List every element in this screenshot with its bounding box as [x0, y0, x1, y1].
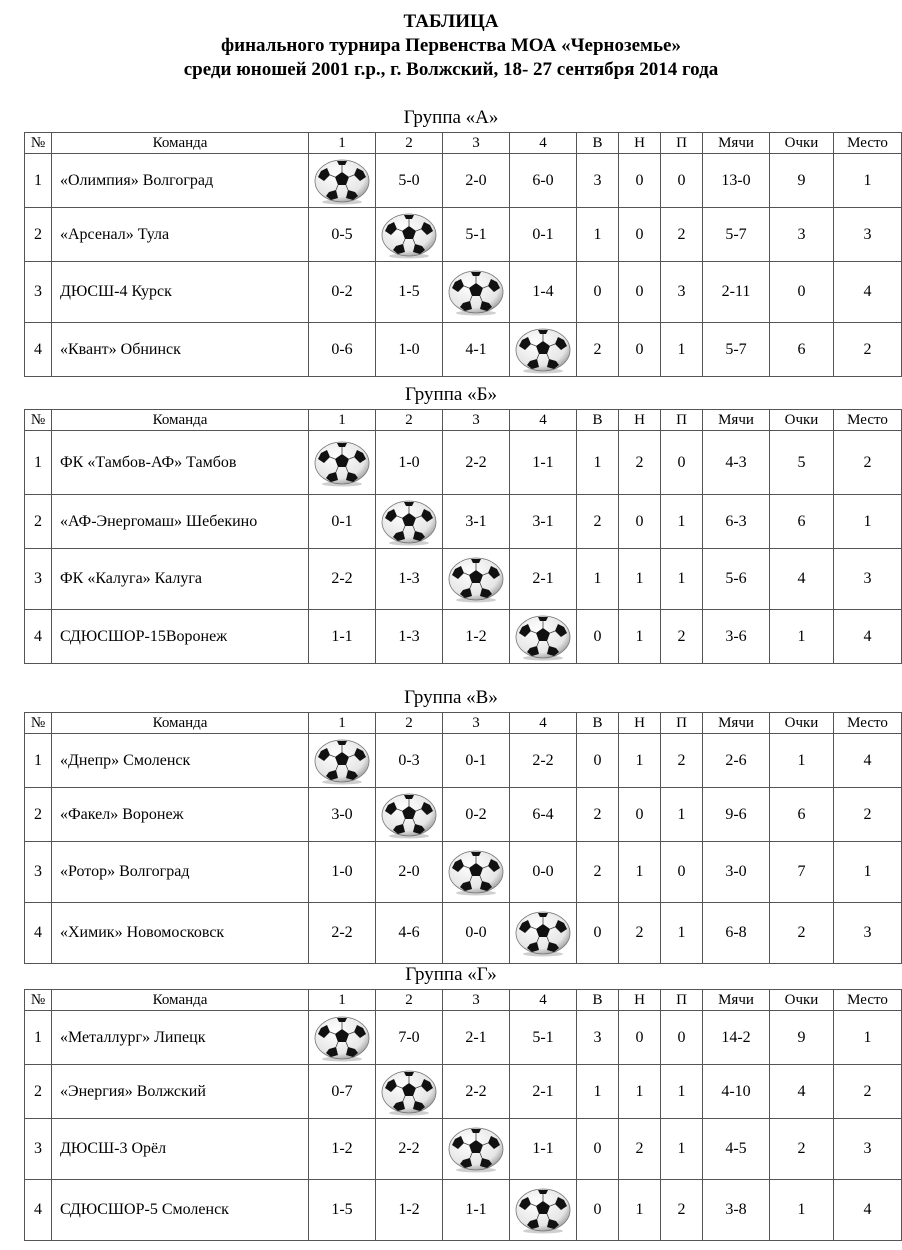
goals-cell: 6-3	[703, 495, 770, 549]
match-result-cell: 5-0	[376, 154, 443, 208]
row-number: 2	[25, 788, 52, 842]
match-result-cell: 6-0	[510, 154, 577, 208]
table-row	[25, 549, 902, 610]
place-cell: 1	[834, 1011, 902, 1065]
group-title: Группа «А»	[403, 107, 499, 128]
draws-cell: 1	[619, 549, 661, 610]
points-cell: 5	[770, 431, 834, 495]
losses-cell: 3	[661, 262, 703, 323]
match-result-cell: 0-1	[510, 208, 577, 262]
wins-cell: 3	[577, 1011, 619, 1065]
match-result-cell: 0-3	[376, 734, 443, 788]
goals-cell: 3-6	[703, 610, 770, 664]
self-match-cell	[510, 1180, 577, 1241]
table-row	[25, 1180, 902, 1241]
column-header: Н	[619, 410, 661, 431]
place-cell: 1	[834, 842, 902, 903]
column-header: Место	[834, 133, 902, 154]
row-number: 1	[25, 1011, 52, 1065]
group-table	[24, 989, 902, 1241]
match-result-cell: 1-0	[309, 842, 376, 903]
match-result-cell: 1-1	[443, 1180, 510, 1241]
match-result-cell: 0-0	[443, 903, 510, 964]
match-result-cell: 2-1	[510, 549, 577, 610]
header-row	[25, 990, 902, 1011]
column-header: Команда	[52, 133, 309, 154]
match-result-cell: 1-2	[309, 1119, 376, 1180]
header-row	[25, 133, 902, 154]
match-result-cell: 2-0	[376, 842, 443, 903]
wins-cell: 2	[577, 495, 619, 549]
group-table	[24, 132, 902, 377]
table-row	[25, 431, 902, 495]
match-result-cell: 0-2	[443, 788, 510, 842]
match-result-cell: 7-0	[376, 1011, 443, 1065]
self-match-cell	[376, 208, 443, 262]
match-result-cell: 0-1	[443, 734, 510, 788]
wins-cell: 1	[577, 549, 619, 610]
self-match-cell	[510, 323, 577, 377]
place-cell: 2	[834, 323, 902, 377]
row-number: 3	[25, 842, 52, 903]
points-cell: 4	[770, 549, 834, 610]
place-cell: 4	[834, 734, 902, 788]
document-title	[0, 0, 902, 84]
column-header: Очки	[770, 133, 834, 154]
match-result-cell: 1-0	[376, 323, 443, 377]
table-row	[25, 903, 902, 964]
self-match-cell	[309, 1011, 376, 1065]
row-number: 2	[25, 1065, 52, 1119]
place-cell: 2	[834, 788, 902, 842]
points-cell: 7	[770, 842, 834, 903]
losses-cell: 0	[661, 842, 703, 903]
row-number: 4	[25, 323, 52, 377]
draws-cell: 0	[619, 788, 661, 842]
self-match-cell	[510, 903, 577, 964]
wins-cell: 2	[577, 323, 619, 377]
soccer-ball-icon	[313, 737, 371, 785]
draws-cell: 0	[619, 208, 661, 262]
row-number: 3	[25, 549, 52, 610]
soccer-ball-icon	[447, 1125, 505, 1173]
row-number: 3	[25, 1119, 52, 1180]
header-row	[25, 410, 902, 431]
column-header: 3	[443, 990, 510, 1011]
soccer-ball-icon	[313, 439, 371, 487]
column-header: П	[661, 410, 703, 431]
losses-cell: 1	[661, 323, 703, 377]
goals-cell: 2-6	[703, 734, 770, 788]
goals-cell: 4-5	[703, 1119, 770, 1180]
losses-cell: 1	[661, 495, 703, 549]
column-header: Мячи	[703, 133, 770, 154]
draws-cell: 0	[619, 323, 661, 377]
points-cell: 1	[770, 734, 834, 788]
team-name: «Энергия» Волжский	[52, 1065, 309, 1119]
wins-cell: 0	[577, 903, 619, 964]
header-row	[25, 713, 902, 734]
draws-cell: 1	[619, 610, 661, 664]
goals-cell: 4-10	[703, 1065, 770, 1119]
soccer-ball-icon	[380, 498, 438, 546]
group-table	[24, 409, 902, 664]
soccer-ball-icon	[380, 1068, 438, 1116]
team-name: «Квант» Обнинск	[52, 323, 309, 377]
column-header: Мячи	[703, 713, 770, 734]
row-number: 1	[25, 154, 52, 208]
table-row	[25, 734, 902, 788]
place-cell: 3	[834, 1119, 902, 1180]
column-header: №	[25, 990, 52, 1011]
soccer-ball-icon	[447, 555, 505, 603]
group-title: Группа «Г»	[405, 964, 497, 985]
match-result-cell: 1-2	[376, 1180, 443, 1241]
match-result-cell: 3-1	[443, 495, 510, 549]
team-name: ФК «Калуга» Калуга	[52, 549, 309, 610]
match-result-cell: 1-3	[376, 549, 443, 610]
column-header: 1	[309, 990, 376, 1011]
team-name: СДЮСШОР-15Воронеж	[52, 610, 309, 664]
column-header: П	[661, 713, 703, 734]
team-name: «Днепр» Смоленск	[52, 734, 309, 788]
match-result-cell: 5-1	[510, 1011, 577, 1065]
draws-cell: 0	[619, 1011, 661, 1065]
wins-cell: 0	[577, 1180, 619, 1241]
row-number: 4	[25, 903, 52, 964]
self-match-cell	[443, 262, 510, 323]
wins-cell: 2	[577, 842, 619, 903]
team-name: СДЮСШОР-5 Смоленск	[52, 1180, 309, 1241]
losses-cell: 1	[661, 1119, 703, 1180]
losses-cell: 2	[661, 208, 703, 262]
place-cell: 1	[834, 495, 902, 549]
match-result-cell: 1-4	[510, 262, 577, 323]
points-cell: 0	[770, 262, 834, 323]
soccer-ball-icon	[447, 848, 505, 896]
match-result-cell: 0-1	[309, 495, 376, 549]
column-header: 2	[376, 713, 443, 734]
team-name: ДЮСШ-4 Курск	[52, 262, 309, 323]
match-result-cell: 1-0	[376, 431, 443, 495]
goals-cell: 3-0	[703, 842, 770, 903]
column-header: Очки	[770, 410, 834, 431]
points-cell: 2	[770, 903, 834, 964]
match-result-cell: 1-2	[443, 610, 510, 664]
place-cell: 2	[834, 431, 902, 495]
match-result-cell: 6-4	[510, 788, 577, 842]
title-line-1: ТАБЛИЦА	[403, 11, 499, 32]
wins-cell: 0	[577, 610, 619, 664]
draws-cell: 1	[619, 842, 661, 903]
column-header: 4	[510, 410, 577, 431]
table-row	[25, 1119, 902, 1180]
column-header: В	[577, 990, 619, 1011]
row-number: 3	[25, 262, 52, 323]
match-result-cell: 2-2	[510, 734, 577, 788]
match-result-cell: 2-2	[309, 549, 376, 610]
draws-cell: 1	[619, 1180, 661, 1241]
column-header: Н	[619, 133, 661, 154]
column-header: Команда	[52, 410, 309, 431]
draws-cell: 2	[619, 1119, 661, 1180]
match-result-cell: 2-2	[376, 1119, 443, 1180]
points-cell: 1	[770, 610, 834, 664]
column-header: 4	[510, 990, 577, 1011]
soccer-ball-icon	[380, 211, 438, 259]
goals-cell: 5-7	[703, 208, 770, 262]
losses-cell: 2	[661, 734, 703, 788]
points-cell: 4	[770, 1065, 834, 1119]
soccer-ball-icon	[447, 268, 505, 316]
goals-cell: 4-3	[703, 431, 770, 495]
goals-cell: 14-2	[703, 1011, 770, 1065]
column-header: 3	[443, 713, 510, 734]
points-cell: 2	[770, 1119, 834, 1180]
self-match-cell	[376, 1065, 443, 1119]
match-result-cell: 3-1	[510, 495, 577, 549]
match-result-cell: 1-5	[376, 262, 443, 323]
draws-cell: 1	[619, 734, 661, 788]
table-row	[25, 1065, 902, 1119]
match-result-cell: 1-1	[510, 1119, 577, 1180]
table-row	[25, 842, 902, 903]
match-result-cell: 2-2	[443, 431, 510, 495]
table-row	[25, 262, 902, 323]
row-number: 1	[25, 431, 52, 495]
column-header: 3	[443, 410, 510, 431]
match-result-cell: 2-2	[309, 903, 376, 964]
match-result-cell: 0-0	[510, 842, 577, 903]
column-header: 4	[510, 713, 577, 734]
losses-cell: 2	[661, 1180, 703, 1241]
team-name: «Факел» Воронеж	[52, 788, 309, 842]
column-header: Место	[834, 713, 902, 734]
losses-cell: 1	[661, 788, 703, 842]
draws-cell: 0	[619, 154, 661, 208]
wins-cell: 1	[577, 1065, 619, 1119]
points-cell: 6	[770, 323, 834, 377]
match-result-cell: 5-1	[443, 208, 510, 262]
team-name: «Олимпия» Волгоград	[52, 154, 309, 208]
soccer-ball-icon	[514, 1186, 572, 1234]
wins-cell: 1	[577, 431, 619, 495]
self-match-cell	[309, 154, 376, 208]
column-header: №	[25, 713, 52, 734]
goals-cell: 13-0	[703, 154, 770, 208]
column-header: Н	[619, 990, 661, 1011]
wins-cell: 1	[577, 208, 619, 262]
goals-cell: 6-8	[703, 903, 770, 964]
row-number: 2	[25, 208, 52, 262]
place-cell: 3	[834, 903, 902, 964]
team-name: «Химик» Новомосковск	[52, 903, 309, 964]
points-cell: 9	[770, 154, 834, 208]
draws-cell: 1	[619, 1065, 661, 1119]
losses-cell: 0	[661, 154, 703, 208]
group-table	[24, 712, 902, 964]
place-cell: 3	[834, 208, 902, 262]
points-cell: 1	[770, 1180, 834, 1241]
column-header: В	[577, 713, 619, 734]
wins-cell: 0	[577, 1119, 619, 1180]
goals-cell: 3-8	[703, 1180, 770, 1241]
column-header: 1	[309, 713, 376, 734]
soccer-ball-icon	[514, 909, 572, 957]
match-result-cell: 0-5	[309, 208, 376, 262]
column-header: Команда	[52, 990, 309, 1011]
column-header: 1	[309, 133, 376, 154]
goals-cell: 5-7	[703, 323, 770, 377]
wins-cell: 0	[577, 262, 619, 323]
column-header: П	[661, 133, 703, 154]
column-header: 3	[443, 133, 510, 154]
losses-cell: 1	[661, 1065, 703, 1119]
self-match-cell	[376, 495, 443, 549]
soccer-ball-icon	[313, 1014, 371, 1062]
column-header: 2	[376, 990, 443, 1011]
table-row	[25, 495, 902, 549]
draws-cell: 2	[619, 431, 661, 495]
row-number: 2	[25, 495, 52, 549]
column-header: П	[661, 990, 703, 1011]
column-header: Место	[834, 410, 902, 431]
place-cell: 3	[834, 549, 902, 610]
column-header: Место	[834, 990, 902, 1011]
column-header: Очки	[770, 713, 834, 734]
column-header: 1	[309, 410, 376, 431]
table-row	[25, 208, 902, 262]
team-name: «Арсенал» Тула	[52, 208, 309, 262]
column-header: Мячи	[703, 990, 770, 1011]
draws-cell: 0	[619, 262, 661, 323]
column-header: Команда	[52, 713, 309, 734]
losses-cell: 0	[661, 431, 703, 495]
self-match-cell	[443, 549, 510, 610]
match-result-cell: 0-2	[309, 262, 376, 323]
team-name: «АФ-Энергомаш» Шебекино	[52, 495, 309, 549]
column-header: Мячи	[703, 410, 770, 431]
column-header: В	[577, 133, 619, 154]
team-name: ДЮСШ-3 Орёл	[52, 1119, 309, 1180]
soccer-ball-icon	[313, 157, 371, 205]
column-header: 2	[376, 133, 443, 154]
self-match-cell	[443, 842, 510, 903]
column-header: №	[25, 410, 52, 431]
goals-cell: 2-11	[703, 262, 770, 323]
group-title: Группа «В»	[404, 687, 498, 708]
soccer-ball-icon	[514, 613, 572, 661]
table-row	[25, 1011, 902, 1065]
soccer-ball-icon	[380, 791, 438, 839]
match-result-cell: 2-1	[510, 1065, 577, 1119]
row-number: 4	[25, 610, 52, 664]
column-header: 4	[510, 133, 577, 154]
self-match-cell	[309, 431, 376, 495]
team-name: «Ротор» Волгоград	[52, 842, 309, 903]
points-cell: 6	[770, 788, 834, 842]
match-result-cell: 0-6	[309, 323, 376, 377]
column-header: Очки	[770, 990, 834, 1011]
match-result-cell: 1-3	[376, 610, 443, 664]
wins-cell: 0	[577, 734, 619, 788]
column-header: №	[25, 133, 52, 154]
match-result-cell: 2-0	[443, 154, 510, 208]
table-row	[25, 154, 902, 208]
losses-cell: 2	[661, 610, 703, 664]
goals-cell: 5-6	[703, 549, 770, 610]
wins-cell: 2	[577, 788, 619, 842]
row-number: 1	[25, 734, 52, 788]
losses-cell: 0	[661, 1011, 703, 1065]
goals-cell: 9-6	[703, 788, 770, 842]
table-row	[25, 788, 902, 842]
match-result-cell: 2-1	[443, 1011, 510, 1065]
match-result-cell: 1-1	[510, 431, 577, 495]
points-cell: 6	[770, 495, 834, 549]
draws-cell: 2	[619, 903, 661, 964]
self-match-cell	[376, 788, 443, 842]
match-result-cell: 4-6	[376, 903, 443, 964]
team-name: ФК «Тамбов-АФ» Тамбов	[52, 431, 309, 495]
place-cell: 4	[834, 1180, 902, 1241]
soccer-ball-icon	[514, 326, 572, 374]
match-result-cell: 3-0	[309, 788, 376, 842]
column-header: Н	[619, 713, 661, 734]
losses-cell: 1	[661, 903, 703, 964]
points-cell: 9	[770, 1011, 834, 1065]
column-header: 2	[376, 410, 443, 431]
place-cell: 4	[834, 610, 902, 664]
place-cell: 1	[834, 154, 902, 208]
self-match-cell	[309, 734, 376, 788]
title-line-3: среди юношей 2001 г.р., г. Волжский, 18- 27 сентября 2014 года	[183, 59, 719, 80]
losses-cell: 1	[661, 549, 703, 610]
team-name: «Металлург» Липецк	[52, 1011, 309, 1065]
match-result-cell: 4-1	[443, 323, 510, 377]
match-result-cell: 2-2	[443, 1065, 510, 1119]
match-result-cell: 1-5	[309, 1180, 376, 1241]
place-cell: 2	[834, 1065, 902, 1119]
group-title: Группа «Б»	[405, 384, 497, 405]
row-number: 4	[25, 1180, 52, 1241]
match-result-cell: 1-1	[309, 610, 376, 664]
wins-cell: 3	[577, 154, 619, 208]
place-cell: 4	[834, 262, 902, 323]
column-header: В	[577, 410, 619, 431]
self-match-cell	[510, 610, 577, 664]
self-match-cell	[443, 1119, 510, 1180]
points-cell: 3	[770, 208, 834, 262]
title-line-2: финального турнира Первенства МОА «Черноземье»	[221, 35, 681, 56]
table-row	[25, 323, 902, 377]
draws-cell: 0	[619, 495, 661, 549]
match-result-cell: 0-7	[309, 1065, 376, 1119]
table-row	[25, 610, 902, 664]
